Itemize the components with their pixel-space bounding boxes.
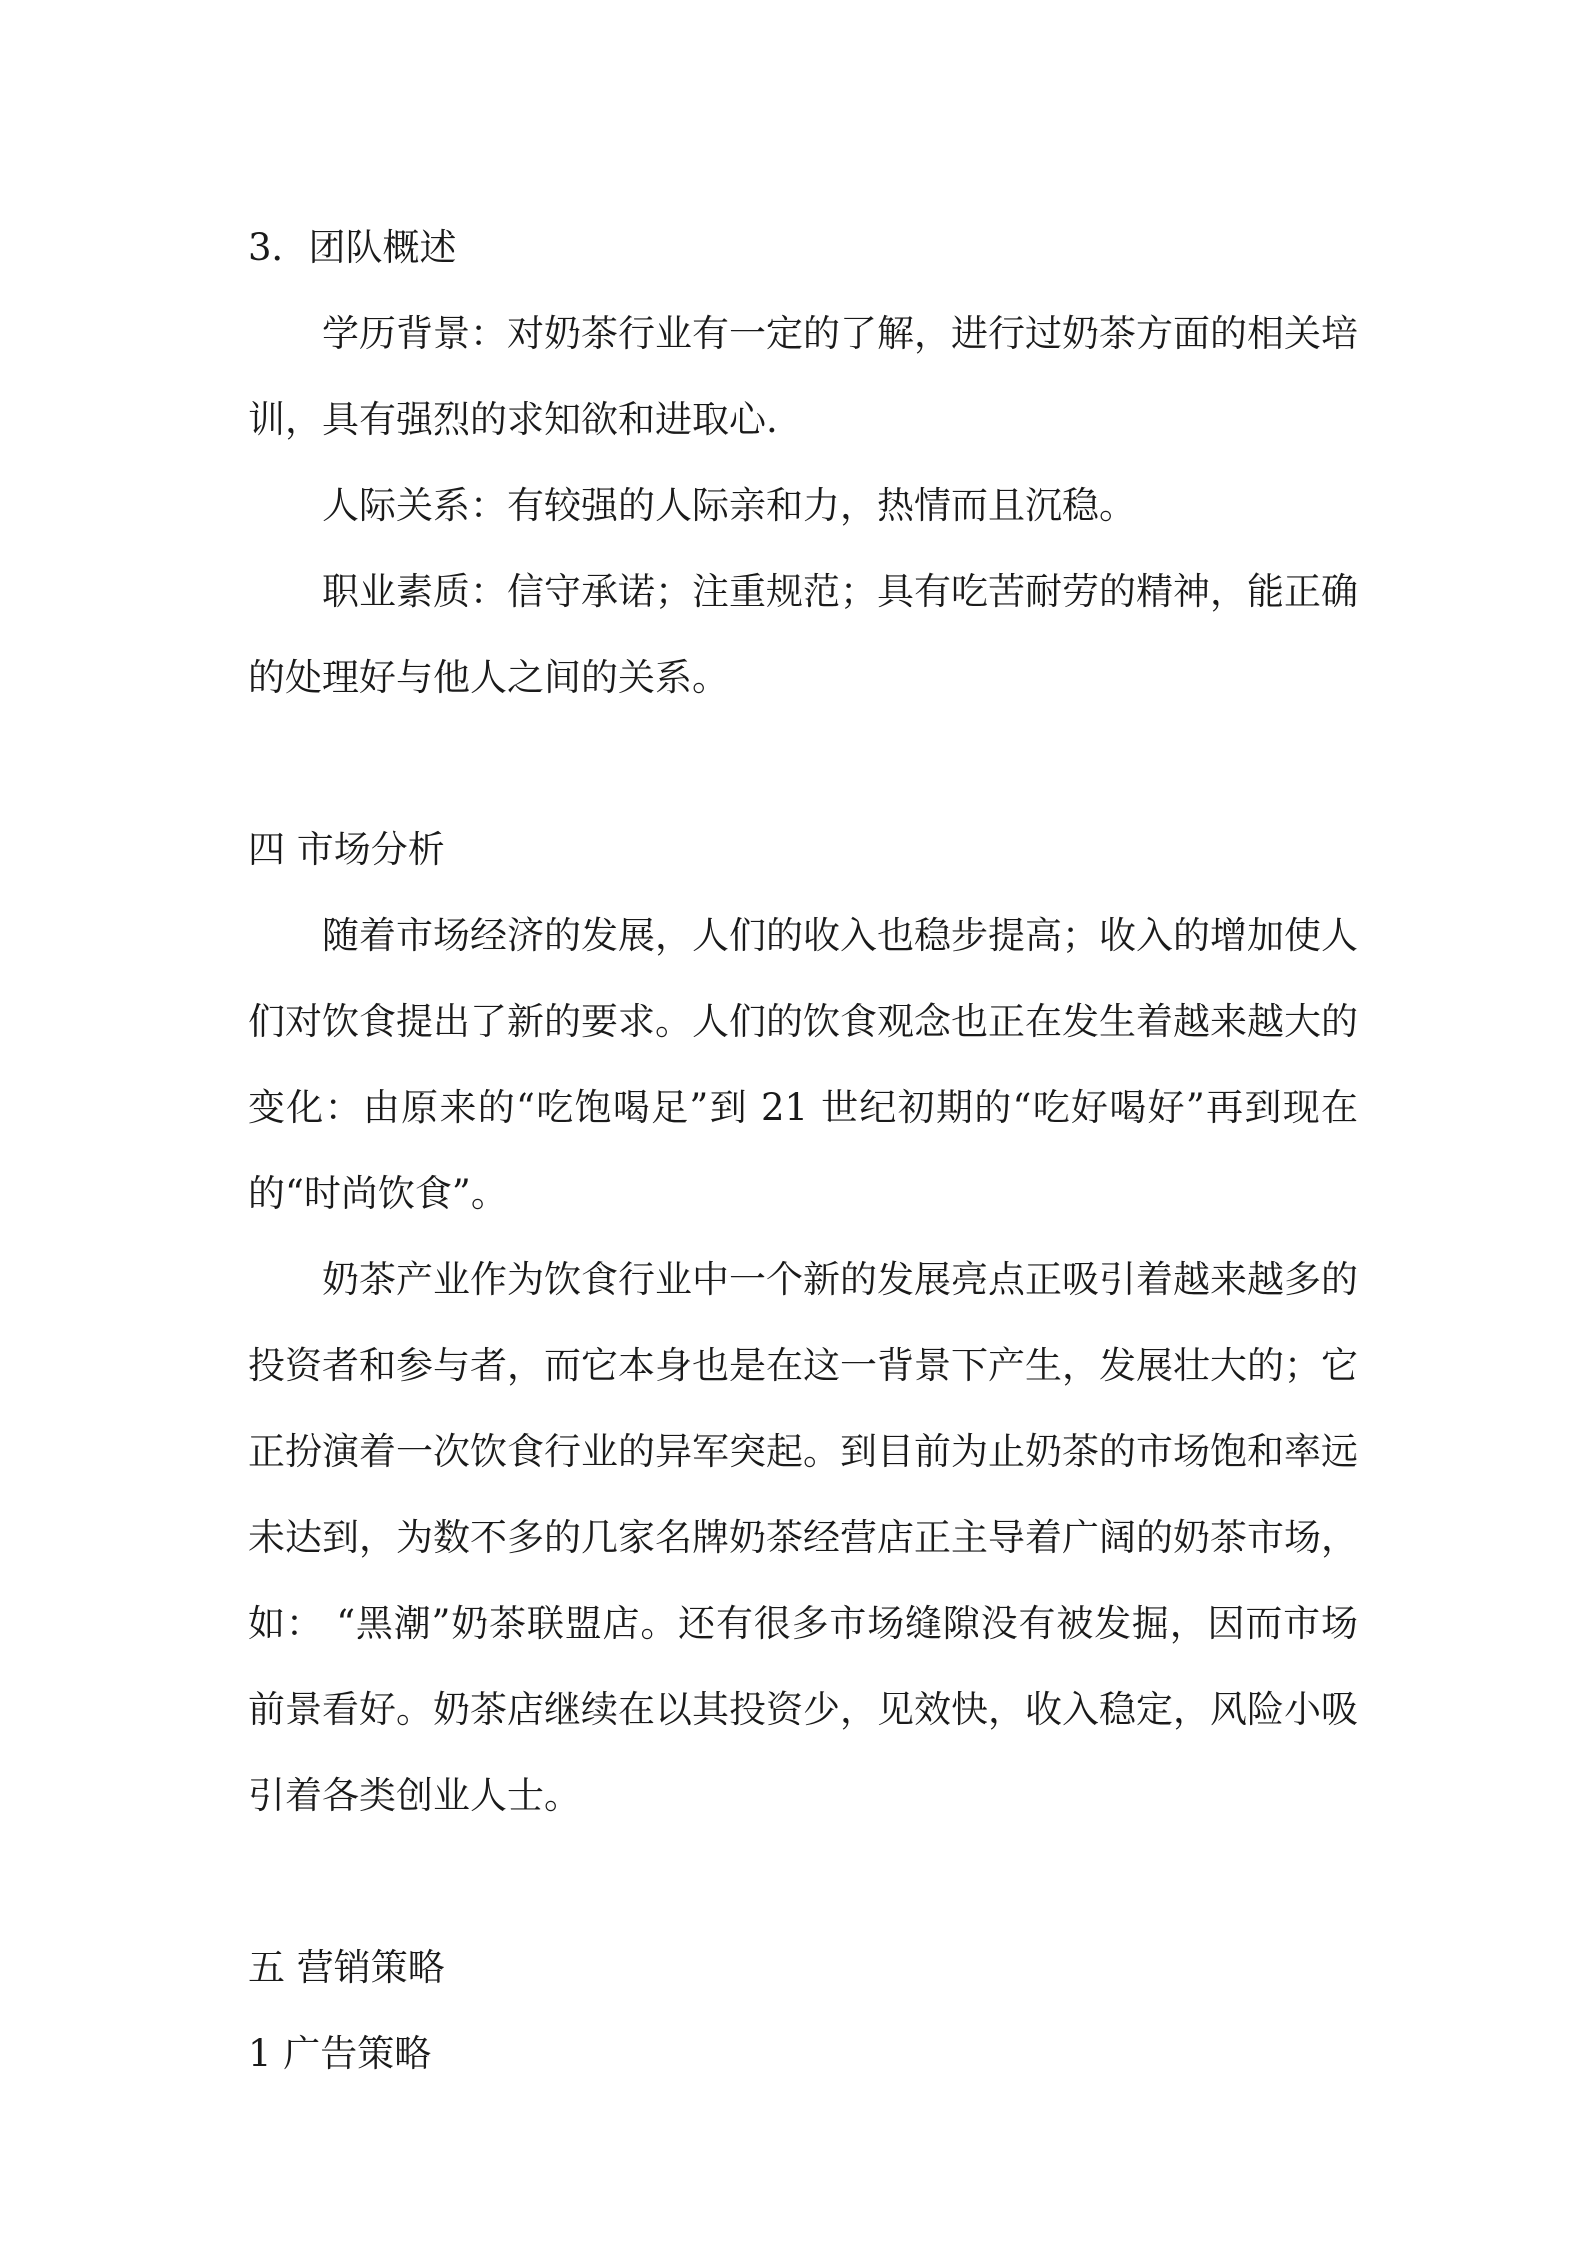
- market-analysis-heading: 四 市场分析: [248, 828, 445, 871]
- marketing-strategy-heading: 五 营销策略: [248, 1946, 445, 1989]
- professional-quality-paragraph: 职业素质：信守承诺；注重规范；具有吃苦耐劳的精神，能正确的处理好与他人之间的关系。: [248, 570, 1358, 699]
- team-overview-heading: 3．团队概述: [248, 226, 457, 269]
- document-body: [248, 205, 1358, 2097]
- advertising-strategy-subheading: 1 广告策略: [248, 2032, 432, 2075]
- section-gap: [248, 721, 1358, 807]
- market-trend-paragraph: 随着市场经济的发展，人们的收入也稳步提高；收入的增加使人们对饮食提出了新的要求。人们的饮食观念也正在发生着越来越大的变化：由原来的“吃饱喝足”到 21 世纪初期的“吃好喝好”再到现在的“时尚饮食”。: [248, 914, 1358, 1215]
- interpersonal-paragraph: 人际关系：有较强的人际亲和力，热情而且沉稳。: [322, 484, 1136, 527]
- education-background-paragraph: 学历背景：对奶茶行业有一定的了解，进行过奶茶方面的相关培训，具有强烈的求知欲和进取心.: [248, 312, 1358, 441]
- milk-tea-industry-paragraph: 奶茶产业作为饮食行业中一个新的发展亮点正吸引着越来越多的投资者和参与者，而它本身也是在这一背景下产生，发展壮大的；它正扮演着一次饮食行业的异军突起。到目前为止奶茶的市场饱和率远未达到，为数不多的几家名牌奶茶经营店正主导着广阔的奶茶市场，如： “黑潮”奶茶联盟店。还有很多市场缝隙没有被发掘，因而市场前景看好。奶茶店继续在以其投资少，见效快，收入稳定，风险小吸引着各类创业人士。: [248, 1258, 1358, 1817]
- section-gap: [248, 1839, 1358, 1925]
